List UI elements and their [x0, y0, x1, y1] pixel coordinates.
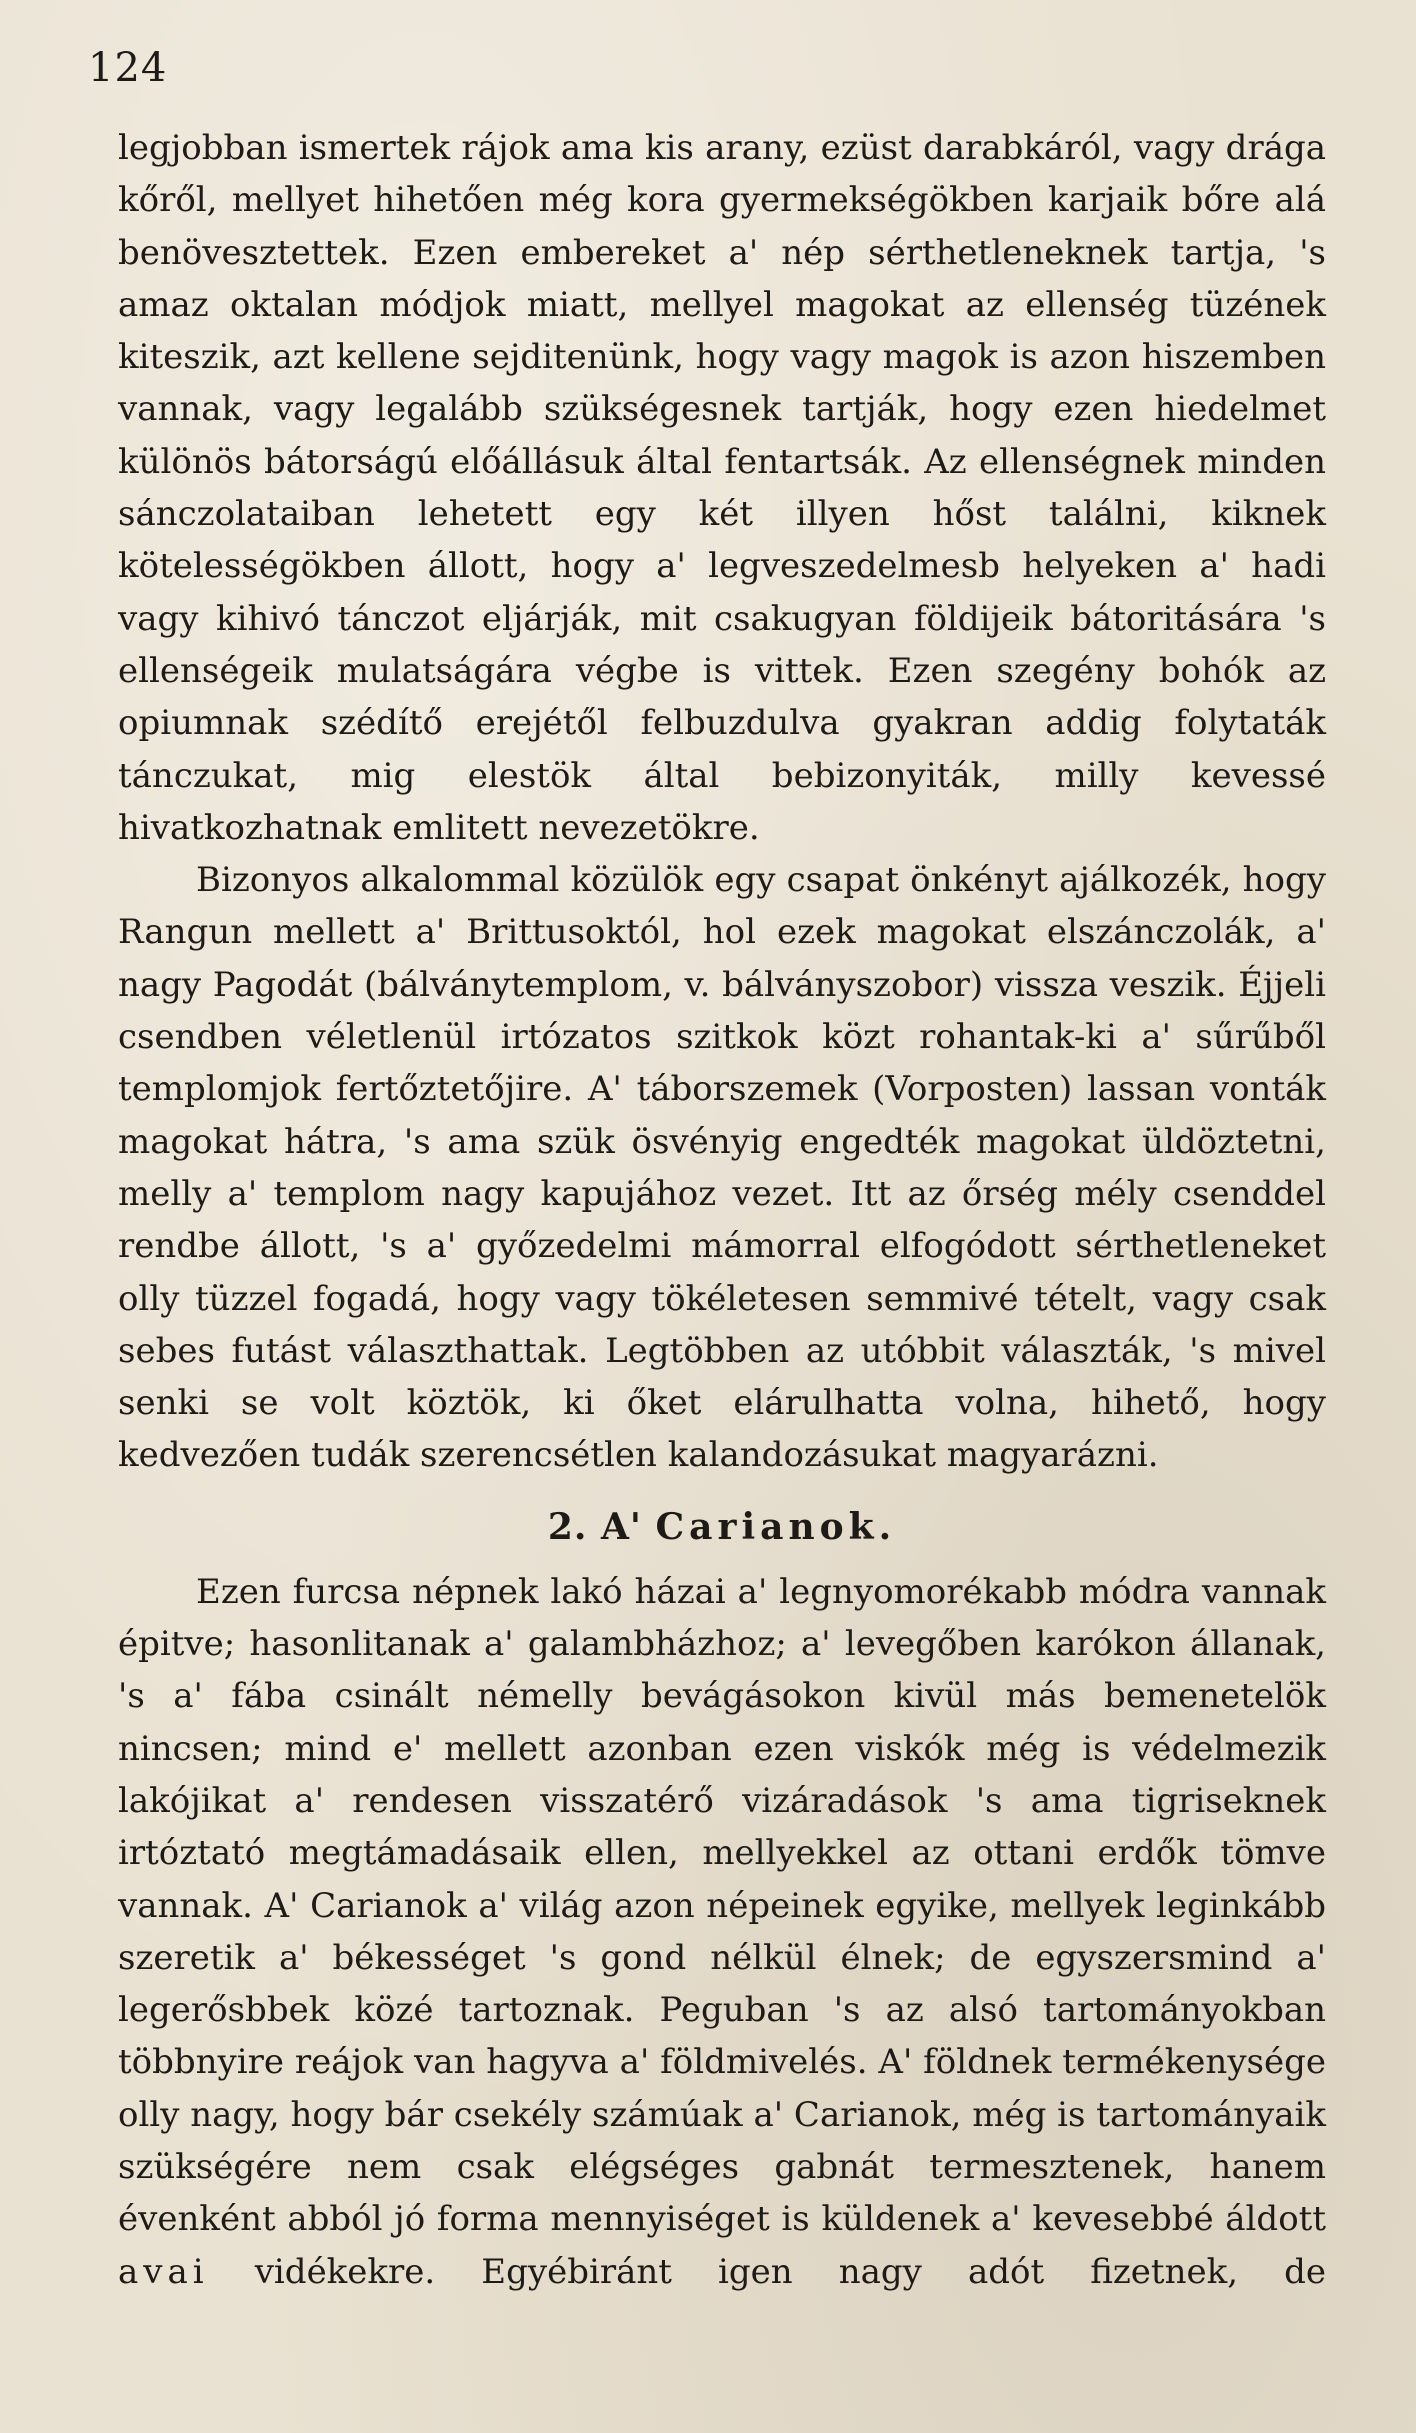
- section-title: Carianok.: [655, 1505, 897, 1548]
- paragraph-continued: legjobban ismertek rájok ama kis arany, ezüst darabkáról, vagy drága kőről, mellyet hihetően még kora gyermekségökben karjaik bőre alá benövesztettek. Ezen embereket a' nép sérthetleneknek tartja, 's amaz oktalan módjok miatt, mellyel magokat az ellenség tüzének kiteszik, azt kellene sejditenünk, hogy vagy magok is azon hiszemben vannak, vagy legalább szükségesnek tartják, hogy ezen hiedelmet különös bátorságú előállásuk által fentartsák. Az ellenségnek minden sánczolataiban lehetett egy két illyen hőst találni, kiknek kötelességökben állott, hogy a' legveszedelmesb helyeken a' hadi vagy kihivó tánczot eljárják, mit csakugyan földijeik bátoritására 's ellenségeik mulatságára végbe is vittek. Ezen szegény bohók az opiumnak szédítő erejétől felbuzdulva gyakran addig folytaták tánczukat, mig elestök által bebizonyiták, milly kevessé hivatkozhatnak emlitett nevezetökre.: [118, 128, 1326, 848]
- paragraph-carianok-houses: [118, 1566, 1326, 2298]
- section-number: 2. A': [547, 1505, 642, 1548]
- page-number: 124: [88, 45, 168, 91]
- body-text: [118, 122, 1326, 2298]
- paragraph-carianok-intro: Bizonyos alkalommal közülök egy csapat önkényt ajálkozék, hogy Rangun mellett a' Brittusoktól, hol ezek magokat elszánczolák, a' nagy Pagodát (bálványtemplom, v. bálványszobor) vissza veszik. Éjjeli csendben véletlenül irtózatos szitkok közt rohantak-ki a' sűrűből templomjok fertőztetőjire. A' táborszemek (Vorposten) lassan vonták magokat hátra, 's ama szük ösvényig engedték magokat üldöztetni, melly a' templom nagy kapujához vezet. Itt az őrség mély csenddel rendbe állott, 's a' győzedelmi mámorral elfogódott sérthetleneket olly tüzzel fogadá, hogy vagy tökéletesen semmivé tételt, vagy csak sebes futást választhattak. Legtöbben az utóbbit választák, 's mivel senki se volt köztök, ki őket elárulhatta volna, hihető, hogy kedvezően tudák szerencsétlen kalandozásukat magyarázni.: [118, 860, 1326, 1476]
- section-heading: [118, 1496, 1326, 1558]
- paragraph-main-text: Ezen furcsa népnek lakó házai a' legnyomorékabb módra vannak épitve; hasonlitanak a' galambházhoz; a' levegőben karókon állanak, 's a' fába csinált némelly bevágásokon kivül más bemenetelök nincsen; mind e' mellett azonban ezen viskók még is védelmezik lakójikat a' rendesen visszatérő vizáradások 's ama tigriseknek irtóztató megtámadásaik ellen, mellyekkel az ottani erdők tömve vannak. A' Carianok a' világ azon népeinek egyike, mellyek leginkább szeretik a' békességet 's gond nélkül élnek; de egyszersmind a' legerősbbek közé tartoznak. Peguban 's az alsó tartományokban többnyire reájok van hagyva a' földmivelés. A' földnek termékenysége olly nagy, hogy bár csekély számúak a' Carianok, még is tartományaik szükségére nem csak elégséges gabnát termesztenek, hanem évenként abból jó forma mennyiséget is küldenek a' kevesebbé áldott: [118, 1571, 1326, 2240]
- paragraph-tail-text: vidékekre. Egyébiránt igen nagy adót fizetnek, de: [254, 2251, 1326, 2292]
- spaced-word: avai: [118, 2251, 209, 2292]
